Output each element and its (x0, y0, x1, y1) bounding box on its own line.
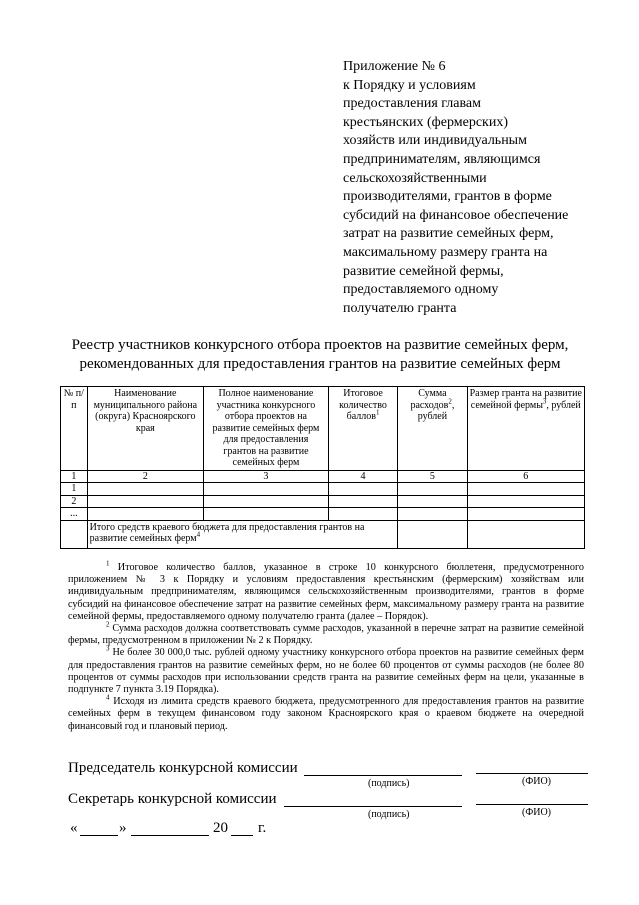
secretary-signature-line (284, 806, 462, 807)
date-close-quote: » (119, 820, 127, 836)
header-participant: Полное наименование участника конкурсного отбора проектов на развитие семейных ферм для предоставления грантов на развитие семейных ферм (203, 387, 328, 471)
empty-cell (398, 508, 467, 521)
footnote-text: Сумма расходов должна соответствовать сумме расходов, указанной в перечне затрат на развитие семейной фермы, предусмотренном в приложении № 2 к Порядку. (68, 623, 584, 647)
appendix-line: производителями, грантов в форме (343, 189, 552, 205)
table-row (61, 508, 585, 521)
empty-cell (398, 483, 467, 496)
title-line-1: Реестр участников конкурсного отбора проектов на развитие семейных ферм, (71, 337, 569, 353)
date-open-quote: « (70, 820, 78, 836)
date-year-suffix: г. (258, 820, 267, 836)
signature-caption: (подпись) (368, 778, 410, 789)
table-row (61, 495, 585, 508)
column-number: 5 (398, 470, 467, 483)
empty-cell (61, 520, 88, 548)
footnote-4 (68, 693, 584, 733)
date-year-line (231, 835, 253, 836)
empty-cell (328, 508, 397, 521)
empty-cell (467, 483, 584, 496)
secretary-name-line (476, 804, 588, 805)
footnote-3 (68, 647, 584, 696)
footnote-mark: 4 (196, 530, 201, 539)
header-grant-text: Размер гранта на развитие семейной фермы (469, 388, 582, 411)
empty-cell (87, 508, 203, 521)
header-expenses (398, 387, 467, 471)
chairman-name-line (476, 773, 588, 774)
signature-caption: (подпись) (368, 809, 410, 820)
footnote-mark: 3 (542, 397, 547, 406)
appendix-line: к Порядку и условиям (343, 77, 476, 93)
name-caption: (ФИО) (522, 807, 552, 818)
appendix-line: предоставления главам (343, 96, 481, 112)
column-number: 3 (203, 470, 328, 483)
row-number: 2 (61, 495, 88, 508)
header-score-text: Итоговое количество баллов (339, 388, 387, 422)
footnote-mark: 1 (106, 559, 110, 568)
row-number: ... (61, 508, 88, 521)
appendix-line: получателю гранта (343, 300, 457, 316)
empty-cell (467, 520, 584, 548)
column-number: 6 (467, 470, 584, 483)
footnote-mark: 1 (375, 408, 380, 417)
footnotes (68, 559, 584, 733)
total-row (61, 520, 585, 548)
table-row (61, 483, 585, 496)
footnote-mark: 2 (448, 397, 452, 406)
footnote-1 (68, 559, 584, 623)
chairman-signature-line (304, 775, 462, 776)
appendix-heading (343, 58, 613, 318)
empty-cell (398, 520, 467, 548)
appendix-line: хозяйств или индивидуальным (343, 133, 527, 149)
header-grant (467, 387, 584, 471)
header-num: № п/п (61, 387, 88, 471)
empty-cell (328, 483, 397, 496)
footnote-mark: 3 (106, 645, 110, 654)
header-grant-tail: , рублей (546, 399, 581, 411)
title-line-2: рекомендованных для предоставления грантов на развитие семейных ферм (79, 356, 561, 372)
appendix-line: затрат на развитие семейных ферм, (343, 226, 554, 242)
footnote-text: Не более 30 000,0 тыс. рублей одному участнику конкурсного отбора проектов на развитие семейных ферм для предоставления грантов на развитие семейных ферм, но не более 60 процентов от суммы расходов (не более 80 процентов от суммы расходов при использовании средств гранта на развитие семейных ферм на цели, указанные в подпункте 7 пункта 3.19 Порядка). (68, 647, 584, 696)
empty-cell (467, 508, 584, 521)
empty-cell (203, 483, 328, 496)
appendix-line: субсидий на финансовое обеспечение (343, 207, 569, 223)
footnote-mark: 4 (106, 693, 110, 702)
appendix-line: максимальному размеру гранта на (343, 244, 548, 260)
empty-cell (467, 495, 584, 508)
column-number: 2 (87, 470, 203, 483)
date-month-line (131, 835, 209, 836)
total-label-text: Итого средств краевого бюджета для предоставления грантов на развитие семейных ферм (89, 521, 365, 544)
table-header-row (61, 387, 585, 471)
footnote-text: Исходя из лимита средств краевого бюджета, предусмотренного для предоставления грантов на развитие семейных ферм в текущем финансовом году законом Красноярского края о краевом бюджете на очередной финансовый год и плановый период. (68, 696, 584, 732)
empty-cell (203, 495, 328, 508)
appendix-line: сельскохозяйственными (343, 170, 487, 186)
header-district: Наименование муниципального района (округа) Красноярского края (87, 387, 203, 471)
date-year-prefix: 20 (213, 820, 228, 836)
appendix-line: предоставляемого одному (343, 282, 499, 298)
secretary-label: Секретарь конкурсной комиссии (68, 791, 277, 807)
registry-table (60, 386, 585, 549)
appendix-line: крестьянских (фермерских) (343, 114, 508, 130)
empty-cell (87, 483, 203, 496)
footnote-text: Итоговое количество баллов, указанное в строке 10 конкурсного бюллетеня, предусмотренного приложением № 3 к Порядку и условиям предоставления крестьянским (фермерским) хозяйствам или индивидуальным предпринимателям, являющимся сельскохозяйственным производителями, грантов в форме субсидий на финансовое обеспечение затрат на развитие семейных ферм, максимальному размеру гранта на развитие семейной фермы, предоставляемого одному получателю гранта (далее – Порядок). (68, 562, 584, 622)
appendix-line: предпринимателям, являющимся (343, 151, 541, 167)
appendix-line: Приложение № 6 (343, 59, 446, 74)
name-caption: (ФИО) (522, 776, 552, 787)
column-numbers-row (61, 470, 585, 483)
header-expenses-text: Сумма расходов (410, 388, 449, 411)
empty-cell (398, 495, 467, 508)
footnote-2 (68, 620, 584, 647)
empty-cell (87, 495, 203, 508)
row-number: 1 (61, 483, 88, 496)
empty-cell (328, 495, 397, 508)
document-title (30, 336, 610, 374)
column-number: 1 (61, 470, 88, 483)
empty-cell (203, 508, 328, 521)
chairman-label: Председатель конкурсной комиссии (68, 760, 298, 776)
header-score (328, 387, 397, 471)
total-label (87, 520, 398, 548)
footnote-mark: 2 (106, 620, 110, 629)
date-day-line (80, 835, 118, 836)
header-expenses-tail: , рублей (417, 399, 455, 422)
appendix-line: развитие семейной фермы, (343, 263, 504, 279)
column-number: 4 (328, 470, 397, 483)
